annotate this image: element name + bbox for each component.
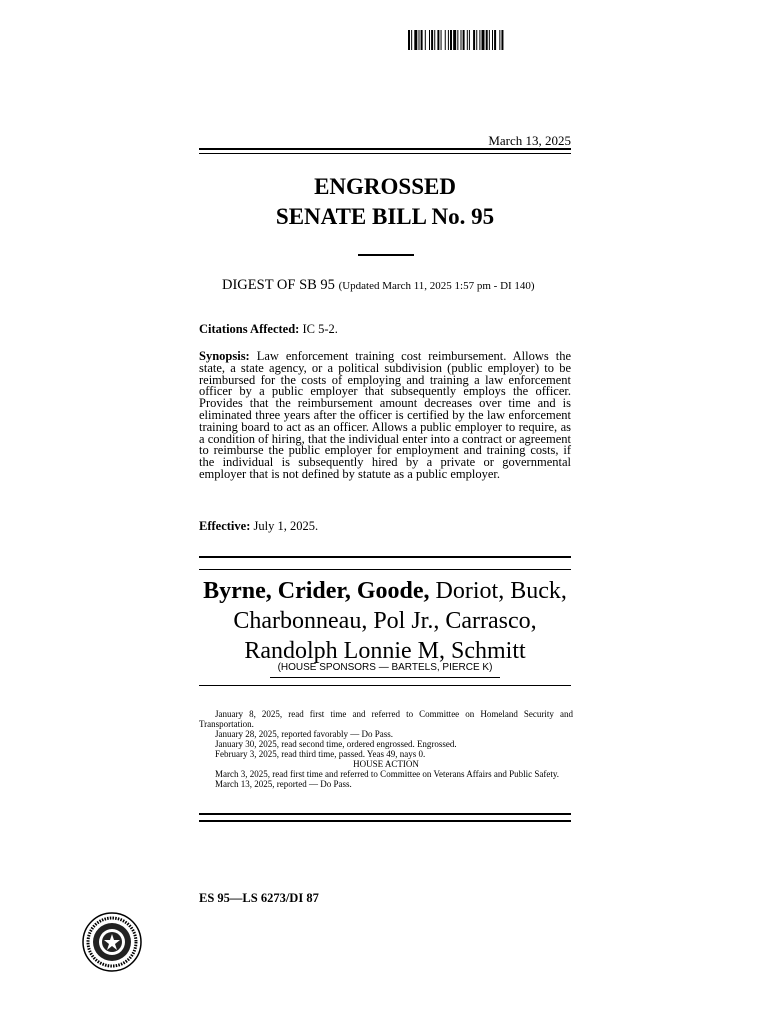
title-divider — [358, 254, 414, 256]
effective-date — [199, 521, 571, 533]
barcode-bar — [499, 30, 500, 50]
house-action-heading: HOUSE ACTION — [353, 759, 419, 769]
digest-main: DIGEST OF SB 95 — [222, 277, 335, 293]
sponsors-line2: Charbonneau, Pol Jr., Carrasco, — [233, 608, 537, 634]
barcode-bar — [419, 30, 420, 50]
house-action-2: March 13, 2025, reported — Do Pass. — [215, 779, 352, 789]
synopsis-label: Synopsis: — [199, 349, 250, 363]
legislative-history — [199, 709, 573, 789]
sponsors-line1 — [199, 576, 571, 607]
citations-value: IC 5-2. — [302, 322, 338, 336]
sponsors-line3: Randolph Lonnie M, Schmitt — [244, 638, 526, 664]
barcode-bar — [476, 30, 477, 50]
primary-sponsors: Byrne, Crider, Goode, — [203, 578, 430, 604]
barcode-bar — [421, 30, 423, 50]
barcode-bar — [445, 30, 446, 50]
senate-action-1: January 8, 2025, read first time and referred to Committee on Homeland Security and Transportation. — [199, 709, 573, 729]
barcode-bar — [473, 30, 475, 50]
barcode-bar — [441, 30, 442, 50]
barcode-bar — [431, 30, 433, 50]
effective-value: July 1, 2025. — [253, 519, 319, 533]
barcode-bar — [457, 30, 458, 50]
history-top-rule — [199, 685, 571, 686]
bill-title-line2: SENATE BILL No. 95 — [275, 204, 495, 229]
barcode-bar — [429, 30, 430, 50]
barcode-bar — [461, 30, 462, 50]
digest-heading — [222, 277, 535, 294]
barcode-bar — [450, 30, 452, 50]
barcode-bar — [482, 30, 485, 50]
barcode-bar — [425, 30, 426, 50]
senate-action-2: January 28, 2025, reported favorably — Do Pass. — [215, 729, 393, 739]
barcode-bar — [453, 30, 456, 50]
barcode — [408, 30, 588, 50]
header-rule — [199, 148, 571, 150]
bill-title-line1: ENGROSSED — [314, 174, 456, 199]
cosponsors-1: Doriot, Buck, — [435, 578, 567, 604]
barcode-bar — [408, 30, 410, 50]
barcode-bar — [467, 30, 468, 50]
barcode-bar — [463, 30, 465, 50]
barcode-bar — [479, 30, 480, 50]
sponsor-top-rule-thin — [199, 569, 571, 570]
document-code: ES 95—LS 6273/DI 87 — [199, 891, 319, 905]
state-seal-icon — [82, 912, 142, 972]
barcode-bar — [469, 30, 470, 50]
synopsis-text: Law enforcement training cost reimbursement. Allows the state, a state agency, or a political subdivision (public employer) to be reimbursed for the costs of employing and training a law enforcement officer by a public employer that subsequently employs the officer. Provides that the reimbursement amount decreases over time and is eliminated three years after the officer is certified by the law enforcement training board to act as an officer. Allows a public employer to require, as a condition of hiring, that the individual enter into a contract or agreement to reimburse the public employer for employment and training costs, if the individual is subsequently hired by a private or governmental employer that is not defined by statute as a public employer. — [199, 349, 571, 481]
history-bottom-rule — [199, 813, 571, 815]
sponsor-top-rule — [199, 556, 571, 558]
barcode-bar — [492, 30, 493, 50]
citations-label: Citations Affected: — [199, 322, 300, 336]
effective-label: Effective: — [199, 519, 251, 533]
history-bottom-rule-thin — [199, 820, 571, 822]
barcode-bar — [448, 30, 449, 50]
header-rule-thin — [199, 153, 571, 154]
senate-action-4: February 3, 2025, read third time, passed. Yeas 49, nays 0. — [215, 749, 426, 759]
barcode-bar — [501, 30, 503, 50]
barcode-bar — [437, 30, 439, 50]
barcode-bar — [434, 30, 435, 50]
synopsis — [199, 351, 571, 481]
citations-affected — [199, 324, 571, 336]
document-date: March 13, 2025 — [488, 133, 571, 148]
barcode-bar — [486, 30, 488, 50]
house-sponsors-rule — [270, 677, 500, 678]
house-action-1: March 3, 2025, read first time and referred to Committee on Veterans Affairs and Public Safety. — [215, 769, 559, 779]
senate-action-3: January 30, 2025, read second time, ordered engrossed. Engrossed. — [215, 739, 457, 749]
barcode-bar — [411, 30, 412, 50]
barcode-bar — [414, 30, 417, 50]
barcode-bar — [494, 30, 496, 50]
barcode-bar — [489, 30, 490, 50]
house-sponsors: (HOUSE SPONSORS — BARTELS, PIERCE K) — [277, 662, 493, 673]
digest-updated: (Updated March 11, 2025 1:57 pm - DI 140) — [338, 280, 535, 292]
